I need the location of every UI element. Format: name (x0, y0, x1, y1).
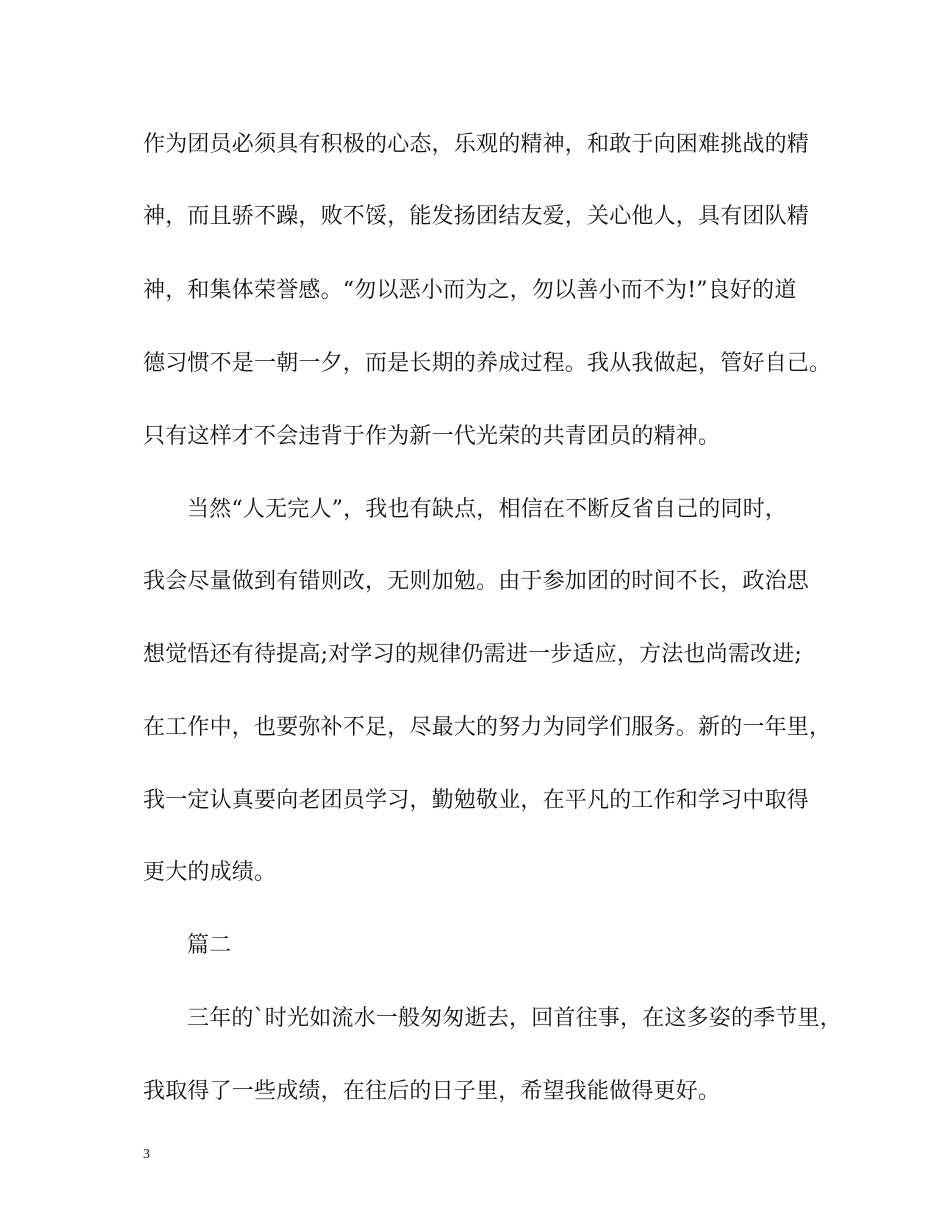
text-line: 更大的成绩。 (143, 860, 277, 885)
text-line: 神，和集体荣誉感。“勿以恶小而为之，勿以善小而不为!”良好的道 (143, 278, 797, 303)
text-line: 作为团员必须具有积极的心态，乐观的精神，和敢于向困难挑战的精 (143, 132, 810, 157)
text-line-indented: 当然“人无完人”，我也有缺点，相信在不断反省自己的同时， (187, 497, 788, 522)
text-line: 我会尽量做到有错则改，无则加勉。由于参加团的时间不长，政治思 (143, 569, 810, 594)
text-line: 德习惯不是一朝一夕，而是长期的养成过程。我从我做起，管好自己。 (143, 351, 832, 376)
text-line: 只有这样才不会违背于作为新一代光荣的共青团员的精神。 (143, 424, 721, 449)
text-line: 神，而且骄不躁，败不馁，能发扬团结友爱，关心他人，具有团队精 (143, 204, 810, 229)
text-line-indented: 三年的`时光如流水一般匆匆逝去，回首往事，在这多姿的季节里， (187, 1006, 843, 1031)
page-number: 3 (143, 1147, 150, 1162)
text-line: 想觉悟还有待提高;对学习的规律仍需进一步适应，方法也尚需改进; (143, 642, 803, 667)
text-line: 我取得了一些成绩，在往后的日子里，希望我能做得更好。 (143, 1079, 721, 1104)
text-line: 我一定认真要向老团员学习，勤勉敬业，在平凡的工作和学习中取得 (143, 788, 810, 813)
section-heading: 篇二 (187, 933, 232, 958)
text-line: 在工作中，也要弥补不足，尽最大的努力为同学们服务。新的一年里， (143, 715, 832, 740)
